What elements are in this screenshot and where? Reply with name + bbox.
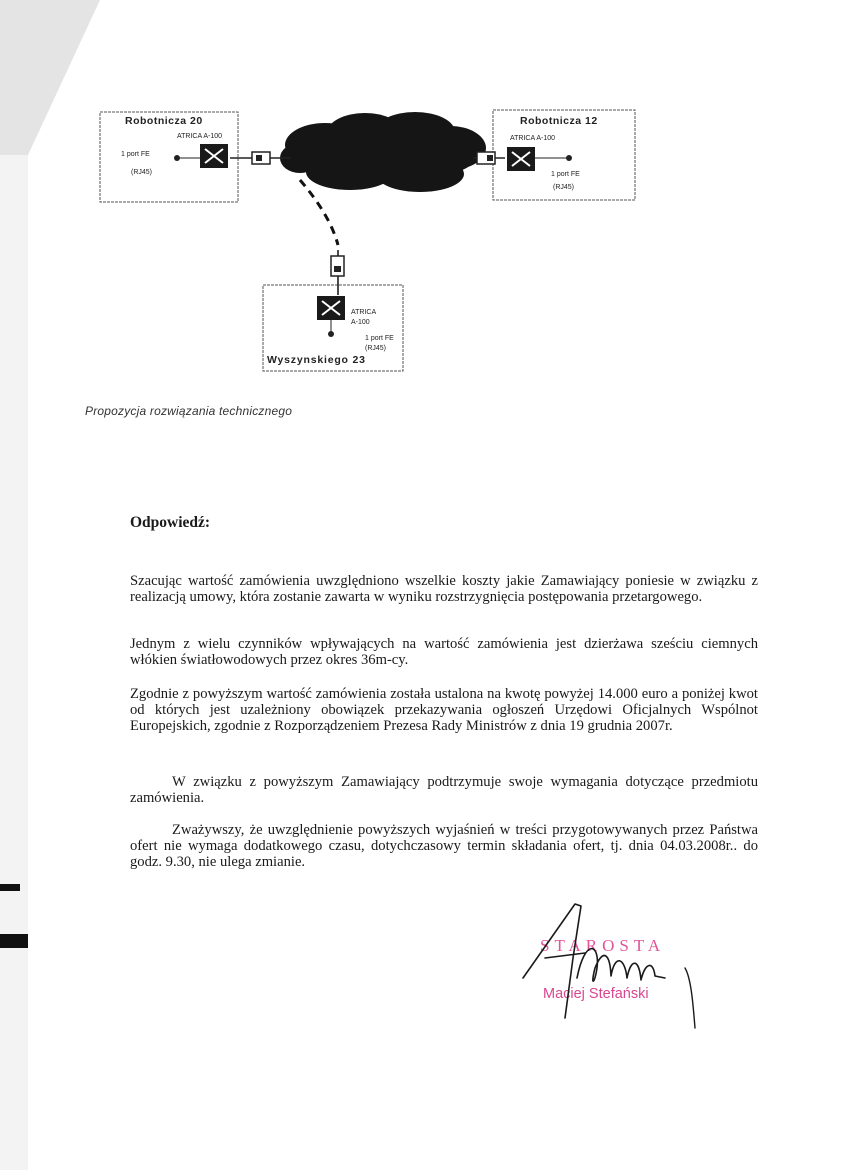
switch-icon	[317, 296, 345, 320]
switch-icon	[200, 144, 228, 168]
port-label: 1 port FE	[121, 151, 150, 158]
sfp-module-icon	[477, 152, 495, 164]
stamp-name: Maciej Stefański	[543, 986, 649, 1002]
device-label: ATRICA A-100	[510, 135, 556, 142]
connector-label: (RJ45)	[553, 184, 575, 191]
answer-paragraph: Zgodnie z powyższym wartość zamówienia została ustalona na kwotę powyżej 14.000 euro a poniżej kwot od których jest uzależniony obowiązek przekazywania ogłoszeń Urzędowi Oficjalnych Wspólnot Europejskich, zgodnie z Rozporządzeniem Prezesa Rady Ministrów z dnia 19 grudnia 2007r.	[130, 686, 758, 734]
cloud-icon	[280, 112, 486, 192]
answer-heading: Odpowiedź:	[130, 514, 211, 531]
device-label: ATRICA	[351, 309, 377, 316]
device-label: A-100	[351, 319, 370, 326]
port-label: 1 port FE	[365, 335, 394, 342]
sfp-module-icon	[252, 152, 270, 164]
stamp-title: STAROSTA	[540, 936, 666, 955]
answer-paragraph: Zważywszy, że uwzględnienie powyższych wyjaśnień w treści przygotowywanych przez Państwa ofert nie wymaga dodatkowego czasu, dotychczasowy termin składania ofert, tj. dnia 04.03.2008r.. do godz. 9.30, nie ulega zmianie.	[130, 822, 758, 870]
handwritten-signature	[515, 898, 705, 1033]
site-name: Wyszynskiego 23	[267, 354, 366, 366]
diagram-caption: Propozycja rozwiązania technicznego	[85, 404, 293, 418]
device-label: ATRICA A-100	[177, 133, 223, 140]
switch-icon	[507, 147, 535, 171]
site-name: Robotnicza 12	[520, 115, 598, 127]
connector-label: (RJ45)	[365, 345, 387, 352]
network-diagram	[95, 100, 655, 390]
scan-edge-mark	[0, 934, 28, 948]
answer-paragraph: Jednym z wielu czynników wpływających na wartość zamówienia jest dzierżawa sześciu ciemnych włókien światłowodowych przez okres 36m-cy.	[130, 636, 758, 668]
answer-paragraph: Szacując wartość zamówienia uwzględniono wszelkie koszty jakie Zamawiający poniesie w związku z realizacją umowy, która zostanie zawarta w wyniku rozstrzygnięcia postępowania przetargowego.	[130, 573, 758, 605]
answer-paragraph: W związku z powyższym Zamawiający podtrzymuje swoje wymagania dotyczące przedmiotu zamówienia.	[130, 774, 758, 806]
connector-label: (RJ45)	[131, 169, 153, 176]
port-label: 1 port FE	[551, 171, 580, 178]
site-name: Robotnicza 20	[125, 115, 203, 127]
sfp-module-icon	[331, 256, 344, 276]
scan-edge-mark	[0, 884, 20, 891]
